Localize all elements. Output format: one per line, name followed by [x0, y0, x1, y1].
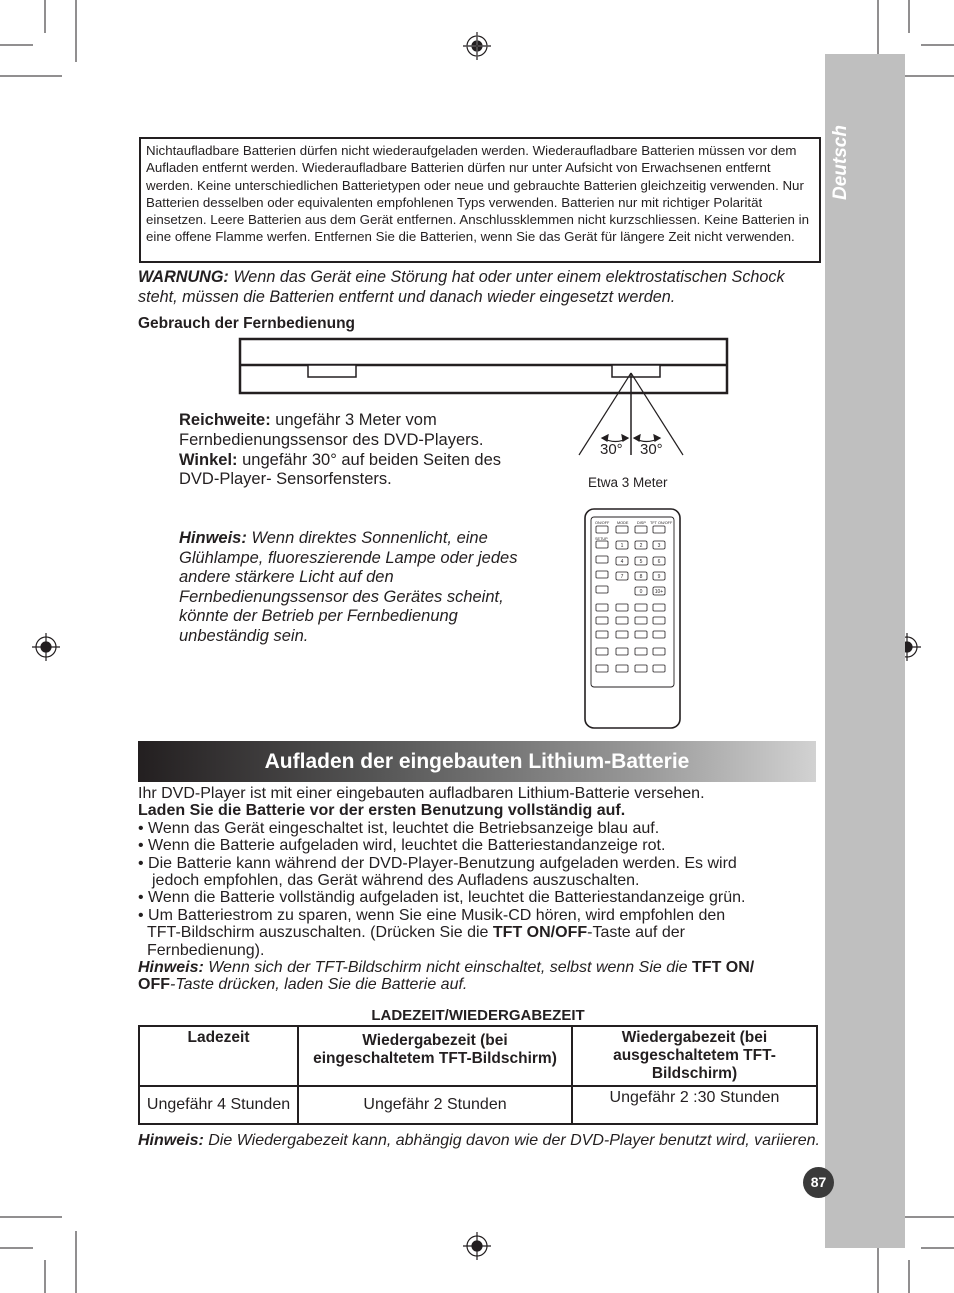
- save-power-text-end: -Taste auf der: [587, 924, 685, 942]
- bullet-save-power: • Um Batteriestrom zu sparen, wenn Sie eine Musik-CD hören, wird empfohlen den: [138, 906, 726, 924]
- angle-left-label: 30°: [600, 441, 623, 458]
- remote-key-3: 3: [657, 543, 661, 549]
- header-playback-tft-on: Wiedergabezeit (bei eingeschaltetem TFT-Bildschirm): [298, 1026, 572, 1086]
- distance-caption: Etwa 3 Meter: [588, 475, 668, 490]
- angle-value: ungefähr 30° auf beiden Seiten des DVD-Player- Sensorfensters.: [179, 450, 501, 489]
- tft-hint-text-end: -Taste drücken, laden Sie die Batterie auf.: [170, 976, 468, 994]
- remote-key-10plus: 10+: [654, 589, 664, 595]
- bullet-charging: • Wenn die Batterie aufgeladen wird, leuchtet die Batteriestandanzeige rot.: [138, 837, 666, 855]
- player-sensor-window: [612, 365, 660, 377]
- tft-key-name: TFT ON/OFF: [492, 924, 588, 942]
- remote-label-mode: MODE: [617, 521, 629, 525]
- warning-paragraph: [138, 268, 828, 307]
- remote-key-7: 7: [620, 574, 624, 580]
- remote-key-5: 5: [639, 559, 643, 565]
- intro-line: Ihr DVD-Player ist mit einer eingebauten aufladbaren Lithium-Batterie versehen.: [138, 785, 705, 802]
- playback-hint: [138, 1132, 828, 1150]
- range-label: Reichweite:: [179, 411, 271, 429]
- section-banner: Aufladen der eingebauten Lithium-Batterie: [138, 741, 816, 782]
- bullet-power: • Wenn das Gerät eingeschaltet ist, leuchtet die Betriebsanzeige blau auf.: [138, 819, 660, 837]
- bullet-save-power-cont: [138, 924, 828, 941]
- cell-charge-time: Ungefähr 4 Stunden: [139, 1086, 298, 1124]
- light-hint-text: Wenn direktes Sonnenlicht, eine Glühlampe, fluoreszierende Lampe oder jedes andere stärkere Licht auf den Fernbedienungssensor des Gerätes scheint, könnte der Betrieb per Fernbedienung unbeständig sein.: [179, 529, 518, 645]
- remote-control-illustration: [583, 507, 683, 731]
- table-title: LADEZEIT/WIEDERGABEZEIT: [371, 1007, 585, 1024]
- table-header-row: [139, 1026, 817, 1086]
- header-playback-tft-off: Wiedergabezeit (bei ausgeschaltetem TFT-Bildschirm): [572, 1026, 817, 1086]
- warning-label: WARNUNG:: [138, 268, 229, 286]
- header-charge-time: Ladezeit: [139, 1026, 298, 1086]
- angle-right-label: 30°: [640, 441, 663, 458]
- angle-label: Winkel:: [179, 450, 238, 469]
- tft-hint-key: TFT ON/: [692, 959, 755, 977]
- cell-playback-tft-off: Ungefähr 2 :30 Stunden: [572, 1086, 817, 1124]
- bullet-during-use-cont: jedoch empfohlen, das Gerät während des Aufladens auszuschalten.: [152, 872, 640, 890]
- remote-key-9: 9: [657, 574, 661, 580]
- charge-time-table: [138, 1025, 818, 1125]
- remote-key-0: 0: [639, 589, 643, 595]
- remote-key-8: 8: [639, 574, 643, 580]
- remote-key-2: 2: [639, 543, 643, 549]
- tft-hint-key-end: OFF: [138, 976, 170, 994]
- remote-heading: Gebrauch der Fernbedienung: [138, 315, 356, 332]
- tft-hint: [138, 959, 828, 994]
- cell-playback-tft-on: Ungefähr 2 Stunden: [298, 1086, 572, 1124]
- remote-label-onoff: ON/OFF: [595, 521, 610, 525]
- playback-hint-label: Hinweis:: [138, 1132, 204, 1149]
- remote-label-disp: DISP: [637, 521, 646, 525]
- bullet-during-use: • Die Batterie kann während der DVD-Player-Benutzung aufgeladen werden. Es wird: [138, 854, 737, 872]
- light-hint: [179, 529, 539, 646]
- warning-text: Wenn das Gerät eine Störung hat oder unter einem elektrostatischen Schock steht, müssen die Batterien entfernt und danach wieder eingesetzt werden.: [138, 268, 785, 306]
- language-tab: [826, 124, 856, 204]
- tft-hint-text: Wenn sich der TFT-Bildschirm nicht einschaltet, selbst wenn Sie die: [203, 959, 693, 977]
- range-value: ungefähr 3 Meter vom Fernbedienungssensor des DVD-Players.: [179, 411, 484, 449]
- language-sidebar: [825, 54, 905, 1248]
- range-text: [179, 411, 529, 490]
- table-row: [139, 1086, 817, 1124]
- remote-label-tft: TFT ON/OFF: [650, 521, 673, 525]
- tft-hint-label: Hinweis:: [138, 959, 204, 977]
- remote-key-4: 4: [620, 559, 624, 565]
- bullet-full: • Wenn die Batterie vollständig aufgeladen ist, leuchtet die Batteriestandanzeige grün.: [138, 889, 746, 907]
- bullet-save-power-end: Fernbedienung).: [147, 941, 265, 959]
- intro-bold-line: Laden Sie die Batterie vor der ersten Benutzung vollständig auf.: [138, 802, 626, 820]
- playback-hint-text: Die Wiedergabezeit kann, abhängig davon wie der DVD-Player benutzt wird, variieren.: [203, 1132, 820, 1149]
- remote-label-setup: SETUP: [595, 537, 608, 541]
- page-number: 87: [803, 1167, 834, 1198]
- charging-instructions: [138, 785, 828, 994]
- player-foot-left: [308, 365, 356, 377]
- save-power-text: TFT-Bildschirm auszuschalten. (Drücken Sie die: [147, 924, 493, 942]
- light-hint-label: Hinweis:: [179, 529, 247, 547]
- remote-key-1: 1: [620, 543, 624, 549]
- battery-warning-box: Nichtaufladbare Batterien dürfen nicht wiederaufgeladen werden. Wiederaufladbare Batterien müssen vor dem Aufladen entfernt werden. Wiederaufladbare Batterien dürfen nur unter Aufsicht von Erwachsenen entfernt werden. Keine unterschiedlichen Batterietypen oder neue und gebrauchte Batterien gleichzeitig verwenden. Nur Batterien desselben oder equivalenten empfohlenen Typs verwenden. Batterien nur mit richtiger Polarität einsetzen. Leere Batterien aus dem Gerät entfernen. Anschlussklemmen nicht kurzschliessen. Keine Batterien in eine offene Flamme werfen. Entfernen Sie die Batterien, wenn Sie das Gerät für längere Zeit nicht verwenden.: [139, 137, 821, 263]
- language-label: Deutsch: [830, 125, 851, 200]
- remote-key-6: 6: [657, 559, 661, 565]
